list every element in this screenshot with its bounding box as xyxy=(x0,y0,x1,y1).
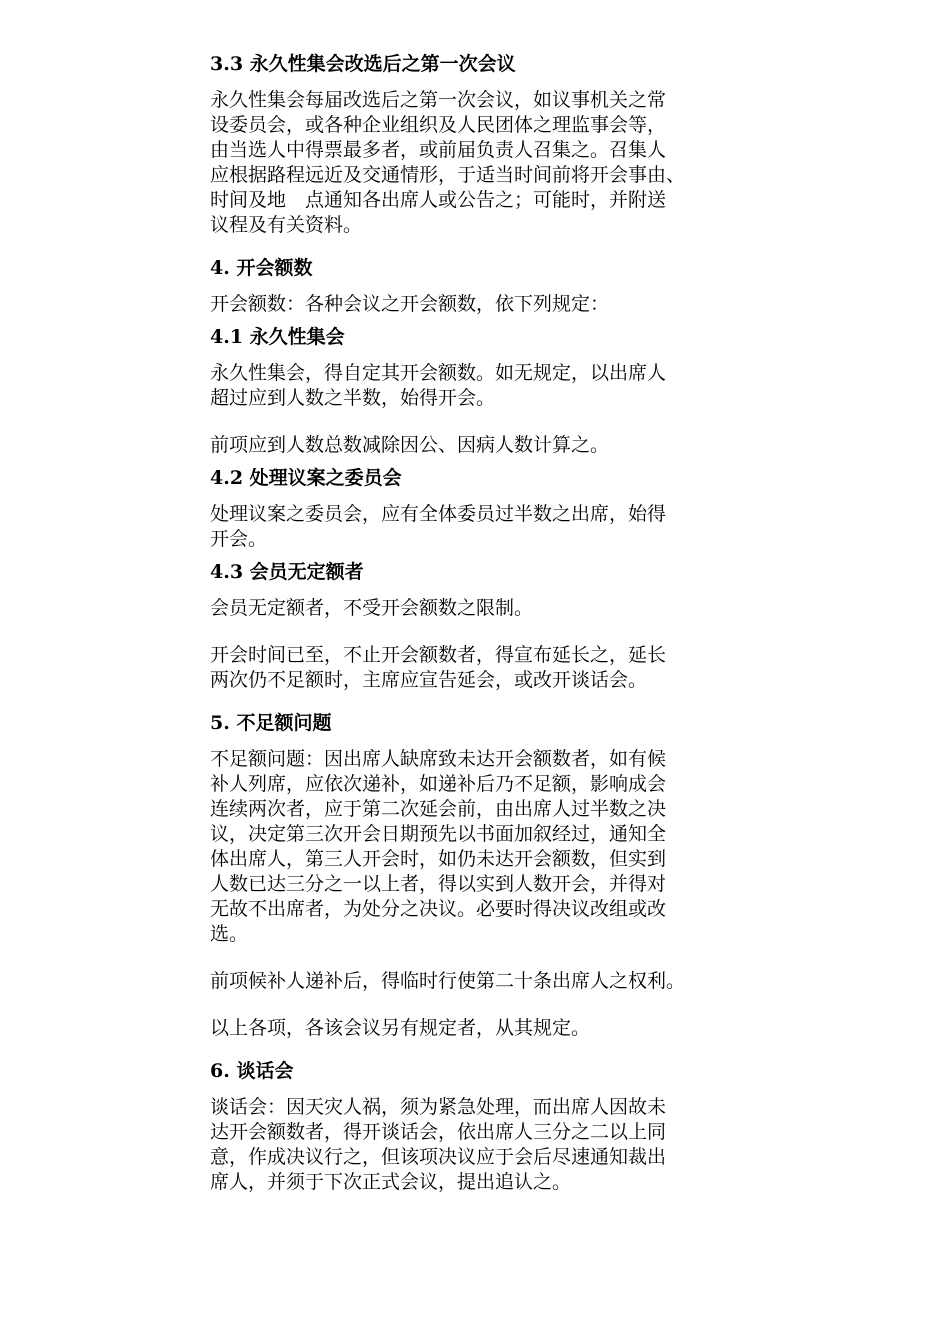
paragraph-5-a: 不足额问题：因出席人缺席致未达开会额数者，如有候 补人列席，应依次递补，如递补后乃不足额，影响成会 连续两次者，应于第二次延会前，由出席人过半数之决 议，决定第三次开会日期预先以书面加叙经过，通知全 体出席人，第三人开会时，如仍未达开会额数，但实到 人数已达三分之一以上者，得以实到人数开会，并得对 无故不出席者，为处分之决议。必要时得决议改组或改 选。 xyxy=(210,748,667,945)
heading-3-3: 3.3 永久性集会改选后之第一次会议 xyxy=(210,53,516,75)
document-page xyxy=(210,52,770,1195)
paragraph-4: 开会额数：各种会议之开会额数，依下列规定： xyxy=(210,293,610,315)
heading-4-2: 4.2 处理议案之委员会 xyxy=(210,467,402,489)
heading-4: 4. 开会额数 xyxy=(210,257,313,279)
paragraph-4-2: 处理议案之委员会，应有全体委员过半数之出席，始得 开会。 xyxy=(210,503,667,550)
heading-6: 6. 谈话会 xyxy=(210,1060,294,1082)
paragraph-5-b: 前项候补人递补后，得临时行使第二十条出席人之权利。 xyxy=(210,970,686,992)
paragraph-4-1-b: 前项应到人数总数减除因公、因病人数计算之。 xyxy=(210,434,610,456)
paragraph-4-3-a: 会员无定额者，不受开会额数之限制。 xyxy=(210,597,534,619)
paragraph-4-3-b: 开会时间已至，不止开会额数者，得宣布延长之，延长 两次仍不足额时，主席应宣告延会，或改开谈话会。 xyxy=(210,644,667,691)
heading-4-1: 4.1 永久性集会 xyxy=(210,326,345,348)
paragraph-4-1-a: 永久性集会，得自定其开会额数。如无规定，以出席人 超过应到人数之半数，始得开会。 xyxy=(210,362,667,409)
heading-5: 5. 不足额问题 xyxy=(210,712,332,734)
heading-4-3: 4.3 会员无定额者 xyxy=(210,561,364,583)
paragraph-3-3: 永久性集会每届改选后之第一次会议，如议事机关之常 设委员会，或各种企业组织及人民团体之理监事会等， 由当选人中得票最多者，或前届负责人召集之。召集人 应根据路程远近及交通情形，于适当时间前将开会事由、 时间及地 点通知各出席人或公告之；可能时，并附送 议程及有关资料。 xyxy=(210,89,686,236)
paragraph-5-c: 以上各项，各该会议另有规定者，从其规定。 xyxy=(210,1017,591,1039)
paragraph-6: 谈话会：因天灾人祸，须为紧急处理，而出席人因故未 达开会额数者，得开谈话会，依出席人三分之二以上同 意，作成决议行之，但该项决议应于会后尽速通知裁出 席人，并须于下次正式会议，提出追认之。 xyxy=(210,1096,667,1193)
